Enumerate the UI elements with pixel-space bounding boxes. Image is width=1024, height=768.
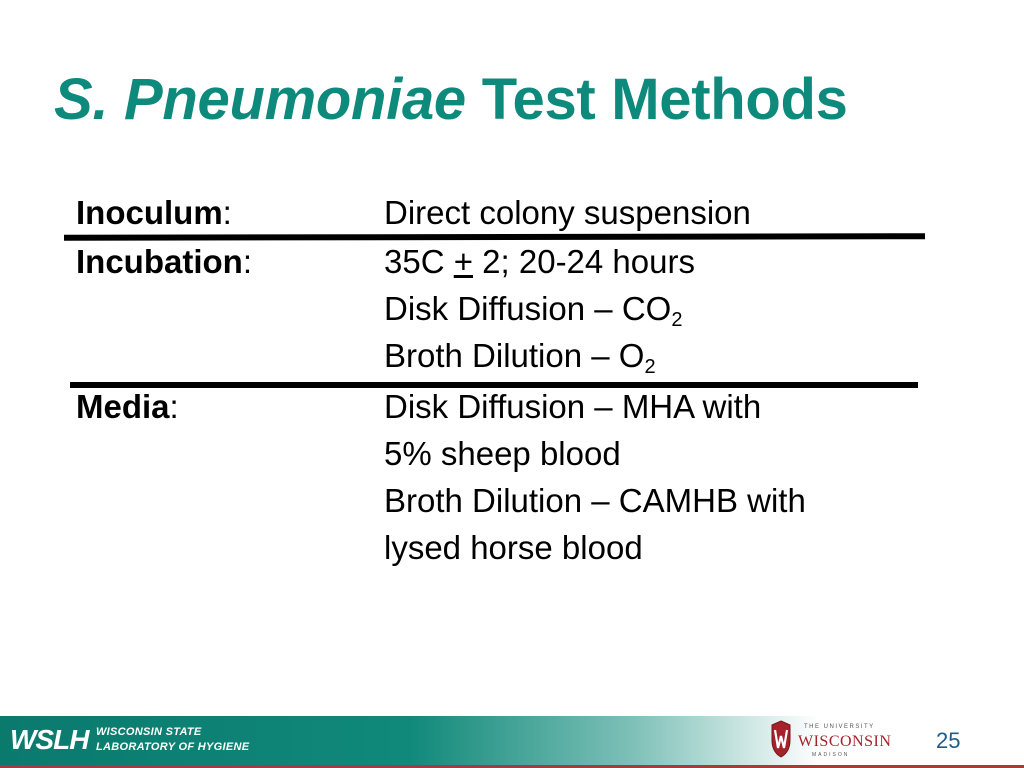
title-organism: S. Pneumoniae — [54, 67, 466, 132]
incubation-disk: Disk Diffusion – $CO_2$ — [384, 290, 683, 331]
title-rest: Test Methods — [465, 67, 848, 132]
wslh-org-name: WISCONSIN STATE LABORATORY OF HYGIENE — [96, 726, 250, 753]
page-number: 25 — [936, 728, 961, 753]
media-broth-detail: lysed horse blood — [384, 529, 643, 566]
incubation-temp: 35C + 2; 20-24 hours — [384, 243, 695, 280]
incubation-broth: Broth Dilution – $O_2$ — [384, 337, 656, 378]
uw-university-text: THE UNIVERSITY — [804, 724, 875, 730]
media-label: Media: — [76, 388, 179, 425]
wslh-logo: WSLH — [10, 724, 89, 755]
slide-title — [54, 66, 848, 133]
media-disk-detail: 5% sheep blood — [384, 435, 621, 472]
divider-line-1 — [64, 233, 925, 241]
media-broth: Broth Dilution – CAMHB with — [384, 482, 806, 519]
media-disk: Disk Diffusion – MHA with — [384, 388, 762, 425]
footer-bar — [0, 716, 1024, 768]
uw-crest-icon — [770, 720, 792, 758]
incubation-label: Incubation: — [76, 243, 252, 280]
uw-wisconsin-text: WISCONSIN — [798, 733, 892, 750]
uw-madison-text: MADISON — [812, 752, 850, 758]
inoculum-label: Inoculum: — [76, 194, 232, 231]
inoculum-value: Direct colony suspension — [384, 194, 751, 231]
